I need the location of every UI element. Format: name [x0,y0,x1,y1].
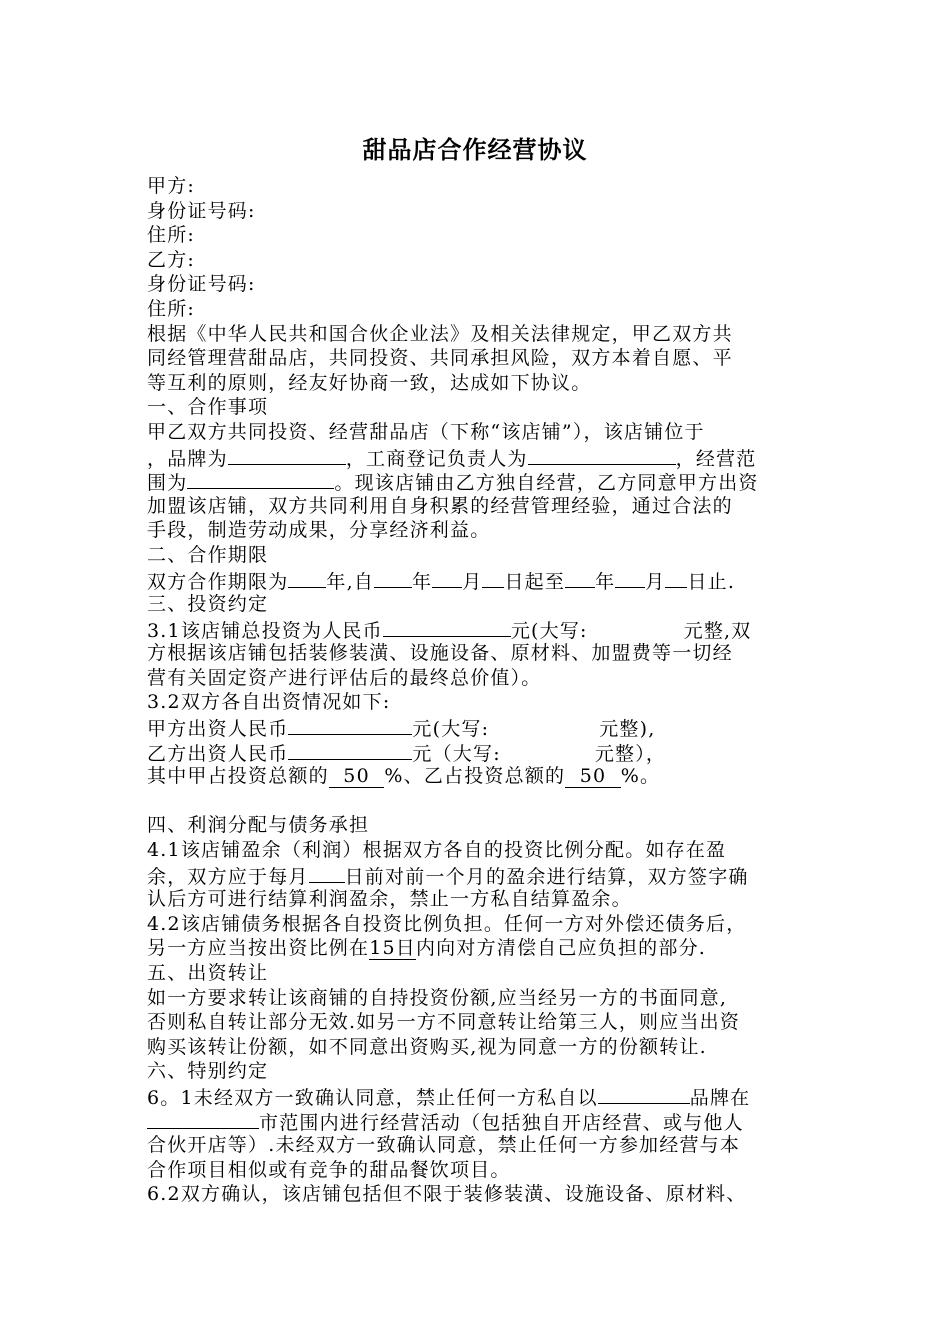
text-fragment: 元（大写: [412,742,501,765]
text-fragment: ，工商登记负责人为 [345,447,528,470]
paragraph-line: 加盟该店铺，双方共同利用自身积累的经营管理经验，通过合法的 [147,494,733,517]
document-body [147,174,817,1207]
start-year-blank [374,568,412,588]
party-a-id-label: 身份证号码: [147,199,256,222]
text-fragment: 元整), [599,718,656,741]
brand-name-blank [598,1084,690,1104]
text-fragment: 元(大写: [412,718,490,741]
scope-blank [187,469,334,489]
text-fragment: 余，双方应于每月 [147,865,309,888]
section-heading: 二、合作期限 [147,543,269,566]
paragraph-line [147,1109,817,1134]
paragraph-line [147,863,817,888]
paragraph-line: 购买该转让份额，如不同意出资购买,视为同意一方的份额转让. [147,1035,707,1058]
paragraph-line: 如一方要求转让该商铺的自持投资份额,应当经另一方的书面同意, [147,986,728,1009]
party-b-amount-blank [288,740,412,760]
years-blank [288,568,326,588]
party-b-id-label: 身份证号码: [147,273,256,296]
start-day-blank [482,568,504,588]
party-a-amount-blank [288,715,412,735]
paragraph-line: 手段，制造劳动成果，分享经济利益。 [147,519,491,542]
text-fragment: 年 [412,570,433,593]
text-fragment: %、乙占投资总额的 [384,765,566,788]
paragraph-line: 认后方可进行结算利润盈余，禁止一方私自结算盈余。 [147,888,632,911]
text-fragment: ，经营范 [675,447,757,470]
paragraph-line [147,936,817,961]
party-a-address-label: 住所: [147,224,196,247]
text-fragment: 其中甲占投资总额的 [147,765,329,788]
paragraph-line: 6.2双方确认，该店铺包括但不限于装修装潢、设施设备、原材料、 [147,1183,747,1206]
paragraph-line: 3.2双方各自出资情况如下: [147,691,391,714]
intro-line: 同经管理营甜品店，共同投资、共同承担风险，双方本着自愿、平 [147,347,733,370]
text-fragment: 月 [645,570,666,593]
text-fragment: 市范围内进行经营活动（包括独自开店经营、或与他人 [259,1111,744,1134]
paragraph-line: 甲乙双方共同投资、经营甜品店（下称“该店铺”），该店铺位于 [147,420,705,443]
text-fragment: 6。1未经双方一致确认同意，禁止任何一方私自以 [147,1086,598,1109]
text-fragment: 元(大写: [510,619,588,642]
paragraph-line [147,1084,817,1109]
text-fragment: 3.1该店铺总投资为人民币 [147,619,383,642]
text-fragment: 元整,双 [683,619,752,642]
settlement-day-blank [309,863,345,883]
text-fragment: 月 [462,570,483,593]
document-title: 甜品店合作经营协议 [362,136,588,164]
start-month-blank [432,568,462,588]
section-heading: 一、合作事项 [147,396,269,419]
city-blank [147,1109,259,1129]
intro-line: 根据《中华人民共和国合伙企业法》及相关法律规定，甲乙双方共 [147,322,733,345]
paragraph-line: 4.2该店铺债务根据各自投资比例负担。任何一方对外偿还债务后， [147,912,747,935]
paragraph-line: 营有关固定资产进行评估后的最终总价值）。 [147,666,542,689]
party-a-label: 甲方: [147,175,196,197]
party-b-share [565,765,621,788]
text-fragment: 另一方应当按出资比例在 [147,937,370,960]
party-a-share-value: 50 [343,765,370,788]
text-fragment: 品牌在 [689,1086,751,1109]
text-fragment: 乙方出资人民币 [147,742,289,765]
party-b-label: 乙方: [147,248,196,271]
text-fragment: 日前对前一个月的盈余进行结算，双方签字确 [344,865,749,888]
section-heading: 五、出资转让 [147,962,269,984]
paragraph-line [147,469,817,494]
paragraph-line: 否则私自转让部分无效.如另一方不同意转让给第三人，则应当出资 [147,1011,741,1034]
section-heading: 六、特别约定 [147,1060,269,1083]
end-year-blank [565,568,595,588]
total-investment-blank [383,617,511,637]
registrant-blank [528,445,676,465]
section-heading: 三、投资约定 [147,593,269,616]
text-fragment: 。现该店铺由乙方独自经营，乙方同意甲方出资 [334,472,759,495]
end-day-blank [665,568,687,588]
text-fragment: 年,自 [326,570,375,593]
text-fragment: 日起至 [504,570,566,593]
paragraph-line [147,568,817,593]
paragraph-line [147,764,817,789]
paragraph-line: 合作项目相似或有竞争的甜品餐饮项目。 [147,1158,511,1181]
text-fragment: 围为 [147,472,188,495]
section-heading: 四、利润分配与债务承担 [147,814,370,837]
paragraph-line [147,617,817,642]
paragraph-line [147,445,817,470]
text-fragment: 年 [595,570,616,593]
party-a-share [329,765,385,788]
paragraph-line: 4.1该店铺盈余（利润）根据双方各自的投资比例分配。如存在盈 [147,839,727,862]
paragraph-line: 合伙开店等）.未经双方一致确认同意，禁止任何一方参加经营与本 [147,1134,741,1157]
text-fragment: %。 [620,765,661,788]
end-month-blank [615,568,645,588]
text-fragment: 甲方出资人民币 [147,718,289,741]
text-fragment: 日止. [687,570,736,593]
paragraph-line [147,715,817,740]
party-b-address-label: 住所: [147,297,196,320]
text-fragment: 双方合作期限为 [147,570,289,593]
brand-blank [228,445,346,465]
paragraph-line [147,740,817,765]
text-fragment: 元整）， [594,742,667,765]
party-b-share-value: 50 [579,765,607,788]
text-fragment: 内向对方清偿自己应负担的部分. [415,937,707,960]
text-fragment: ，品牌为 [147,447,228,470]
repayment-days: 15日 [369,937,416,960]
paragraph-line: 方根据该店铺包括装修装潢、设施设备、原材料、加盟费等一切经 [147,642,733,665]
intro-line: 等互利的原则，经友好协商一致，达成如下协议。 [147,371,592,394]
